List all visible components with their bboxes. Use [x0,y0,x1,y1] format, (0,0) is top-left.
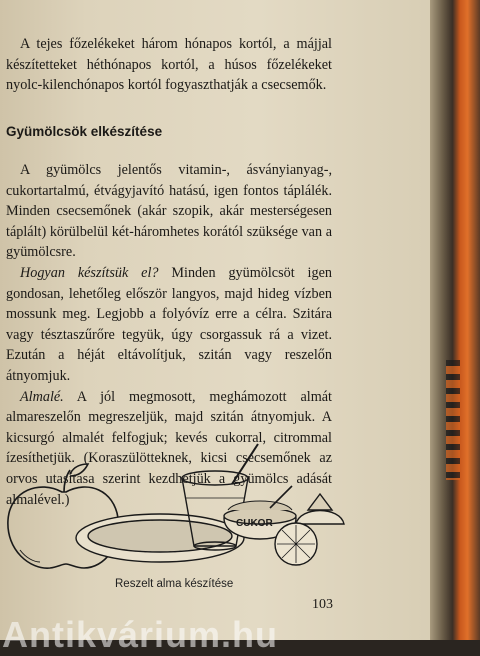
paragraph-preparation-body: Minden gyümölcsöt igen gondosan, lehetőleg először langyos, majd hideg vízben mossunk meg. Legjobb a folyóvíz erre a célra. Szitára vagy tésztaszűrőre tegyük, úgy csorgassuk rá a vizet. Ezután a héját eltávolítjuk, szitán vagy reszelőn átnyomjuk. [6,264,332,384]
paragraph-apple-juice-lead: Almalé. [20,388,64,405]
book-edge [430,0,480,640]
grated-apple-illustration [0,440,430,580]
page-number: 103 [312,597,333,612]
lemon-squeezer-drawing [296,494,344,524]
sugar-bowl-label: CUKOR [236,518,273,529]
book-cover-stripe [446,360,460,480]
plate-drawing [76,514,244,562]
lemon-half-drawing [275,523,317,565]
paragraph-apple-juice-body: A jól megmosott, meghámozott almát almareszelőn megreszeljük, majd szitán átnyomjuk. A kicsurgó almalét felfogjuk; kevés cukorral, citrommal ízesíthetjük. (Koraszülötteknek, kicsi csecsemőnek az orvos utasítása szerint kezdhetjük a gyümölcs adását almalével.) [6,388,332,508]
intro-text [6,34,332,96]
section-heading: Gyümölcsök elkészítése [6,124,163,139]
illustration-caption: Reszelt alma készítése [115,578,234,590]
watermark-text: Antikvárium.hu [2,614,279,655]
paragraph-fruit: A gyümölcs jelentős vitamin-, ásványianyag-, cukortartalmú, étvágyjavító hatású, igen fontos táplálék. Minden csecsemőnek (akár szopik, akár mesterségesen táplált) körülbelül két-háromhetes korától szüksége van a gyümölcsre. [6,162,332,261]
paragraph-preparation [6,263,332,387]
intro-paragraph: A tejes főzelékeket három hónapos kortól, a májjal készítetteket héthónapos kortól, a húsos főzelékeket nyolc-kilenchónapos kortól fogyaszthatják a csecsemők. [6,36,332,94]
paragraph-preparation-lead: Hogyan készítsük el? [20,264,159,281]
